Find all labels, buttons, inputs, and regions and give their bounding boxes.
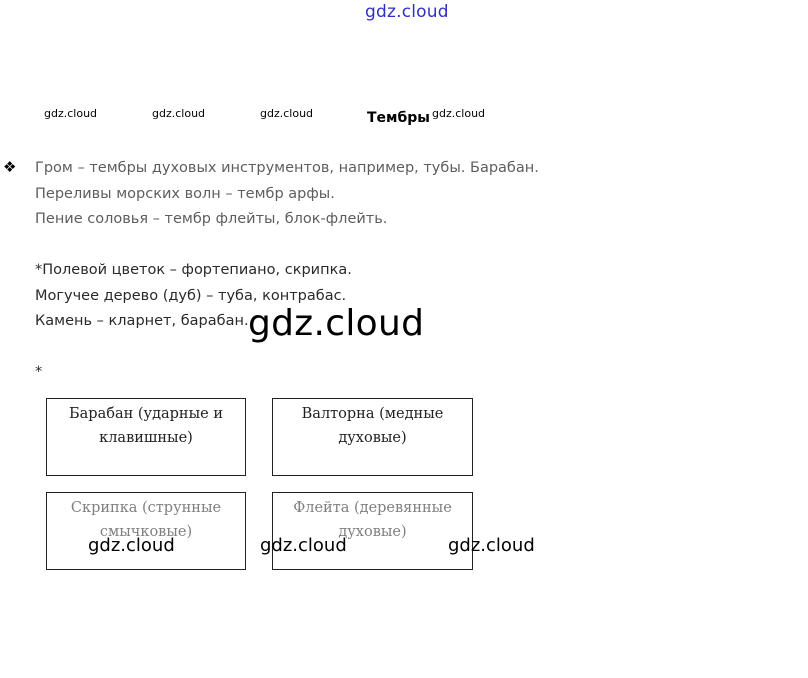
box-line: Валторна (медные (301, 406, 444, 422)
text-line-6: Камень – кларнет, барабан. (35, 313, 249, 329)
page-title: Тембры (367, 110, 430, 126)
watermark-small-2: gdz.cloud (152, 107, 206, 120)
watermark-big: gdz.cloud (248, 303, 425, 344)
box-line: смычковые) (99, 524, 193, 540)
box-line: духовые) (338, 430, 407, 446)
instrument-box-3 (46, 492, 246, 570)
text-line-3: Пение соловья – тембр флейты, блок-флейть. (35, 211, 388, 227)
box-line: клавишные) (99, 430, 193, 446)
text-line-1: Гром – тембры духовых инструментов, например, тубы. Барабан. (35, 160, 539, 176)
watermark-mid-1: gdz.cloud (88, 535, 175, 556)
text-line-4: *Полевой цветок – фортепиано, скрипка. (35, 262, 352, 278)
instrument-box-2 (272, 398, 473, 476)
text-line-2: Переливы морских волн – тембр арфы. (35, 186, 335, 202)
watermark-small-4: gdz.cloud (432, 107, 486, 120)
bullet-diamond-icon: ❖ (3, 158, 17, 176)
watermark-top: gdz.cloud (365, 2, 449, 22)
box-line: духовые) (338, 524, 407, 540)
watermark-mid-3: gdz.cloud (448, 535, 535, 556)
instrument-box-4 (272, 492, 473, 570)
watermark-small-3: gdz.cloud (260, 107, 314, 120)
box-line: Флейта (деревянные (293, 500, 452, 516)
watermark-small-1: gdz.cloud (44, 107, 98, 120)
box-line: Барабан (ударные и (69, 406, 223, 422)
watermark-mid-2: gdz.cloud (260, 535, 347, 556)
text-line-7: * (35, 364, 43, 380)
text-line-5: Могучее дерево (дуб) – туба, контрабас. (35, 288, 347, 304)
box-line: Скрипка (струнные (70, 500, 222, 516)
instrument-box-1 (46, 398, 246, 476)
